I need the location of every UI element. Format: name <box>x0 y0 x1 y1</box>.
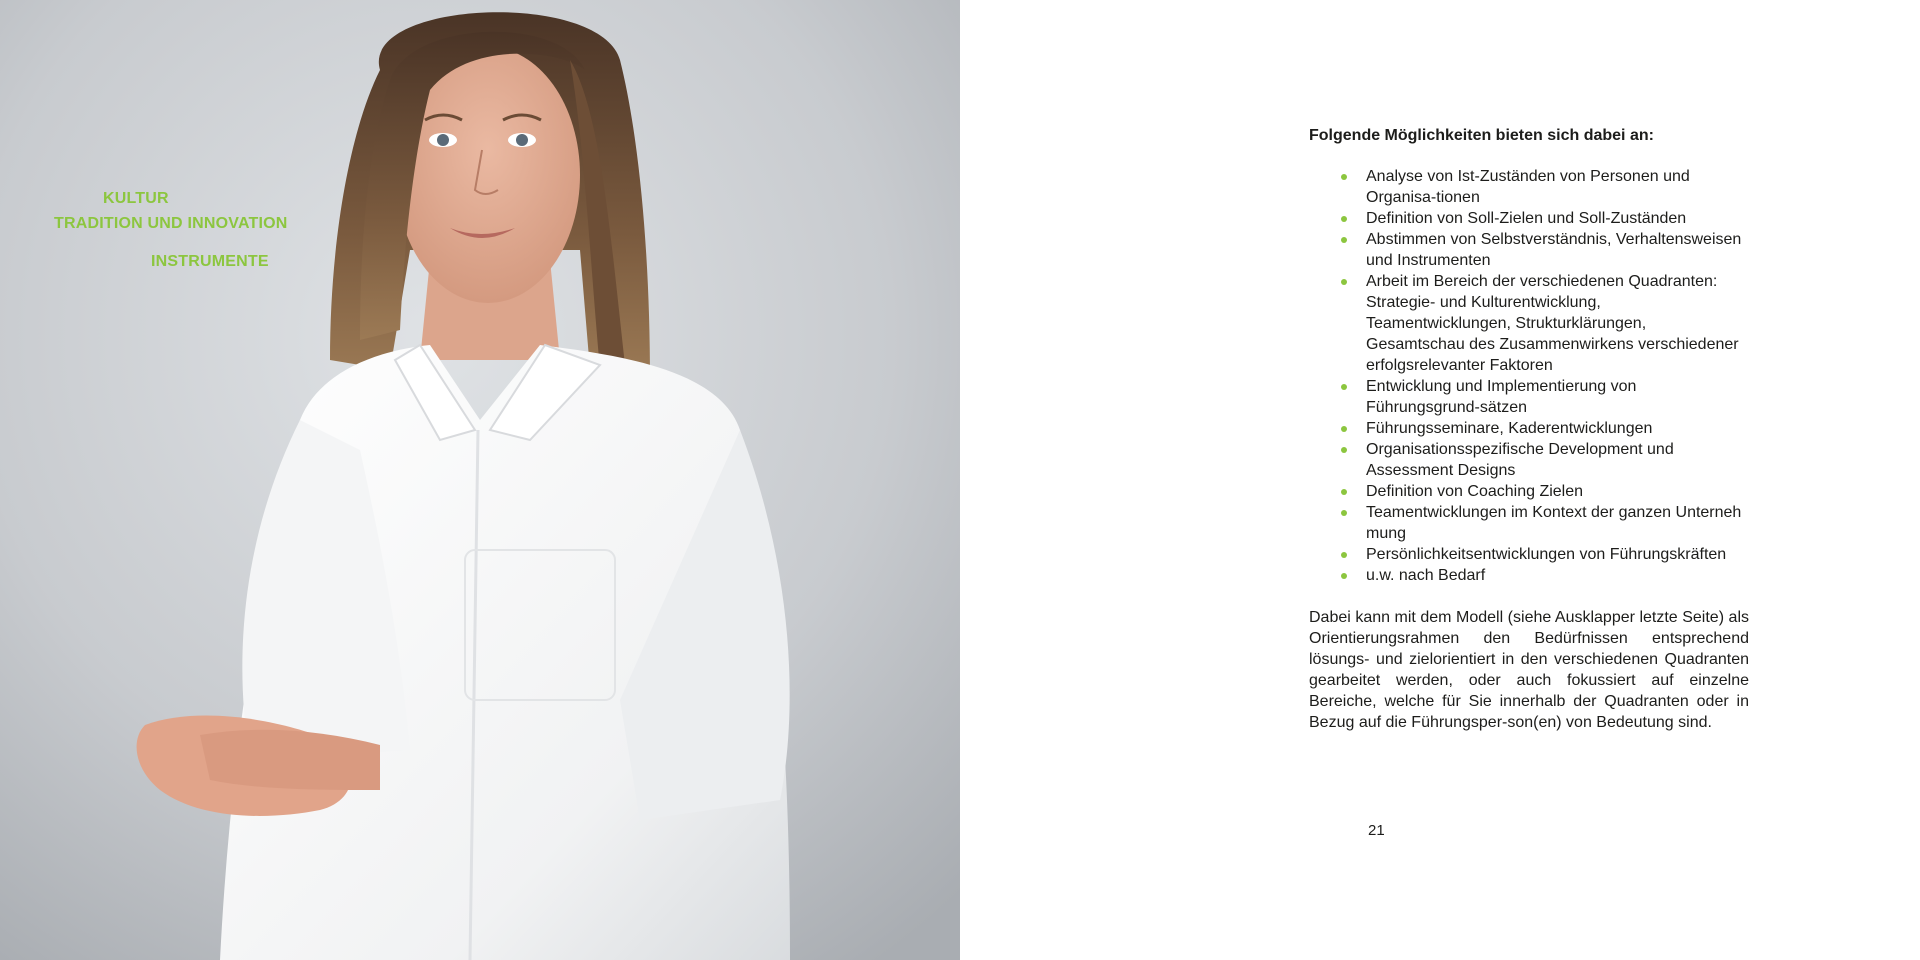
list-item-text: Führungsseminare, Kaderentwicklungen <box>1366 420 1653 437</box>
list-item <box>1309 544 1749 565</box>
list-item-text: Teamentwicklungen im Kontext der ganzen Unterneh mung <box>1366 504 1742 542</box>
nav-label-tradition-und-innovation: TRADITION UND INNOVATION <box>54 215 288 232</box>
list-item-text: Definition von Soll-Zielen und Soll-Zuständen <box>1366 210 1687 227</box>
list-item-text: u.w. nach Bedarf <box>1366 567 1486 584</box>
list-item-text: Organisationsspezifische Development und Assessment Designs <box>1366 441 1674 479</box>
intro-heading: Folgende Möglichkeiten bieten sich dabei an: <box>1309 127 1654 144</box>
list-item <box>1309 271 1749 376</box>
list-item-text: Definition von Coaching Zielen <box>1366 483 1584 500</box>
list-item <box>1309 166 1749 208</box>
list-item-text: Entwicklung und Implementierung von Führungsgrund-sätzen <box>1366 378 1637 416</box>
bullet-dot-icon <box>1341 216 1347 222</box>
list-item <box>1309 376 1749 418</box>
bullet-dot-icon <box>1341 573 1347 579</box>
bullet-dot-icon <box>1341 447 1347 453</box>
right-page <box>960 0 1920 960</box>
text-content <box>1309 125 1749 733</box>
bullet-dot-icon <box>1341 552 1347 558</box>
list-item <box>1309 229 1749 271</box>
nav-label-kultur: KULTUR <box>103 190 169 207</box>
list-item-text: Analyse von Ist-Zuständen von Personen und Organisa-tionen <box>1366 168 1690 206</box>
section-nav <box>0 0 400 300</box>
body-paragraph: Dabei kann mit dem Modell (siehe Ausklapper letzte Seite) als Orientierungsrahmen den Bedürfnissen entsprechend lösungs- und zielorientiert in den verschiedenen Quadranten gearbeitet werden, oder auch fokussiert auf einzelne Bereiche, welche für Sie innerhalb der Quadranten oder in Bezug auf die Führungsper-son(en) von Bedeutung sind. <box>1309 609 1749 731</box>
nav-label-instrumente: INSTRUMENTE <box>151 253 269 270</box>
list-item <box>1309 481 1749 502</box>
list-item-text: Arbeit im Bereich der verschiedenen Quadranten: Strategie- und Kulturentwicklung, Teamentwicklungen, Strukturklärungen, Gesamtschau des Zusammenwirkens verschiedener erfolgsrelevanter Faktoren <box>1366 273 1739 374</box>
bullet-dot-icon <box>1341 237 1347 243</box>
list-item <box>1309 439 1749 481</box>
bullet-dot-icon <box>1341 279 1347 285</box>
list-item <box>1309 502 1749 544</box>
list-item-text: Abstimmen von Selbstverständnis, Verhaltensweisen und Instrumenten <box>1366 231 1742 269</box>
bullet-dot-icon <box>1341 426 1347 432</box>
bullet-dot-icon <box>1341 510 1347 516</box>
bullet-list <box>1309 166 1749 586</box>
bullet-dot-icon <box>1341 489 1347 495</box>
bullet-dot-icon <box>1341 174 1347 180</box>
list-item <box>1309 418 1749 439</box>
list-item <box>1309 565 1749 586</box>
list-item <box>1309 208 1749 229</box>
page-number: 21 <box>1368 822 1385 839</box>
list-item-text: Persönlichkeitsentwicklungen von Führungskräften <box>1366 546 1727 563</box>
bullet-dot-icon <box>1341 384 1347 390</box>
